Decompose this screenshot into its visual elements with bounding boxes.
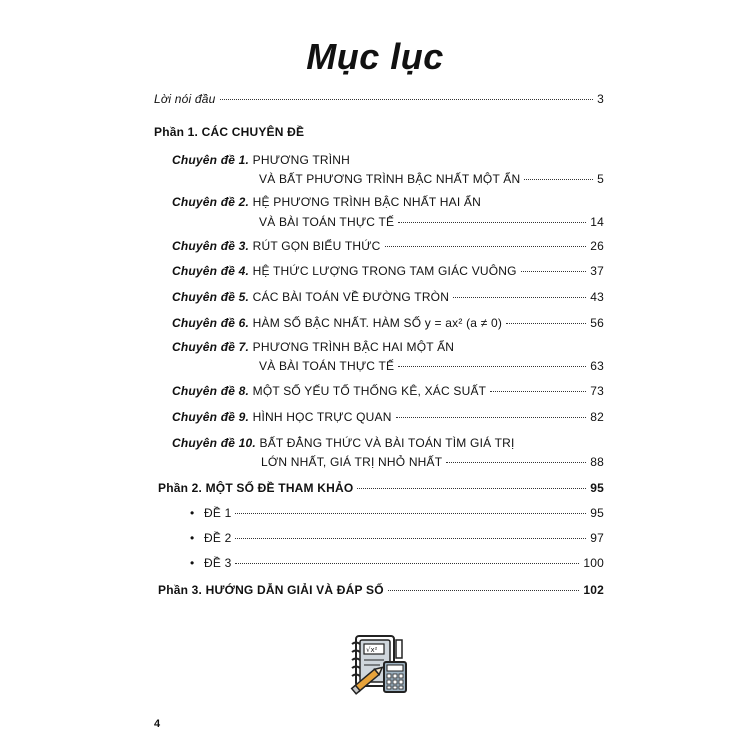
topic-title-cont: VÀ BẤT PHƯƠNG TRÌNH BẬC NHẤT MỘT ẨN xyxy=(259,172,521,186)
math-notebook-calculator-icon xyxy=(346,632,410,696)
leader-dots xyxy=(524,179,593,180)
topic-label: Chuyên đề 6. xyxy=(172,316,250,330)
topic-label: Chuyên đề 9. xyxy=(172,410,250,424)
page-ref: 63 xyxy=(590,359,604,373)
toc-row-intro[interactable] xyxy=(154,92,604,106)
topic-title: HỆ PHƯƠNG TRÌNH BẬC NHẤT HAI ẨN xyxy=(252,195,481,209)
leader-dots xyxy=(396,417,587,418)
page-title: Mục lục xyxy=(306,36,444,77)
page-ref: 56 xyxy=(590,316,604,330)
page-ref: 95 xyxy=(590,506,604,520)
topic-label: Chuyên đề 2. xyxy=(172,195,250,209)
leader-dots xyxy=(235,538,586,539)
bullet-icon: • xyxy=(190,556,195,570)
ruler-icon xyxy=(396,640,402,658)
topic-title: HÀM SỐ BẬC NHẤT. HÀM SỐ y = ax² (a ≠ 0) xyxy=(252,316,503,330)
part2-row[interactable] xyxy=(158,481,604,495)
topic-7-line2[interactable] xyxy=(259,359,604,373)
leader-dots xyxy=(490,391,586,392)
topic-title-cont: VÀ BÀI TOÁN THỰC TẾ xyxy=(259,359,395,373)
leader-dots xyxy=(521,271,587,272)
topic-label: Chuyên đề 1. xyxy=(172,153,250,167)
topic-title: HỆ THỨC LƯỢNG TRONG TAM GIÁC VUÔNG xyxy=(252,264,517,278)
part1-heading[interactable] xyxy=(154,125,304,139)
leader-dots xyxy=(357,488,586,489)
part3-label: Phần 3. HƯỚNG DẪN GIẢI VÀ ĐÁP SỐ xyxy=(158,583,384,597)
topic-title-cont: VÀ BÀI TOÁN THỰC TẾ xyxy=(259,215,395,229)
topic-label: Chuyên đề 3. xyxy=(172,239,250,253)
topic-label: Chuyên đề 8. xyxy=(172,384,250,398)
part2-label: Phần 2. MỘT SỐ ĐỀ THAM KHẢO xyxy=(158,481,354,495)
topic-label: Chuyên đề 7. xyxy=(172,340,250,354)
topic-title: PHƯƠNG TRÌNH xyxy=(252,153,351,167)
topic-title: PHƯƠNG TRÌNH BẬC HAI MỘT ẨN xyxy=(252,340,455,354)
topic-1-line1[interactable] xyxy=(172,153,350,167)
topic-7-line1[interactable] xyxy=(172,340,454,354)
topic-6[interactable] xyxy=(172,316,604,330)
page-ref: 97 xyxy=(590,531,604,545)
bullet-icon: • xyxy=(190,531,195,545)
topic-label: Chuyên đề 4. xyxy=(172,264,250,278)
topic-title: CÁC BÀI TOÁN VỀ ĐƯỜNG TRÒN xyxy=(252,290,450,304)
page-ref: 3 xyxy=(597,92,604,106)
leader-dots xyxy=(398,222,586,223)
topic-1-line2[interactable] xyxy=(259,172,604,186)
page-ref: 14 xyxy=(590,215,604,229)
calculator-icon xyxy=(384,662,406,692)
topic-title: HÌNH HỌC TRỰC QUAN xyxy=(252,410,392,424)
leader-dots xyxy=(235,513,586,514)
leader-dots xyxy=(453,297,586,298)
topic-label: Chuyên đề 10. xyxy=(172,436,256,450)
part1-label: Phần 1. CÁC CHUYÊN ĐỀ xyxy=(154,125,305,139)
leader-dots xyxy=(235,563,579,564)
leader-dots xyxy=(506,323,586,324)
topic-title: MỘT SỐ YẾU TỐ THỐNG KÊ, XÁC SUẤT xyxy=(252,384,487,398)
bullet-icon: • xyxy=(190,506,195,520)
page-number: 4 xyxy=(154,718,161,730)
page-ref: 26 xyxy=(590,239,604,253)
exam-3[interactable] xyxy=(190,556,604,570)
topic-2-line2[interactable] xyxy=(259,215,604,229)
leader-dots xyxy=(388,590,580,591)
page-ref: 43 xyxy=(590,290,604,304)
page-ref: 82 xyxy=(590,410,604,424)
leader-dots xyxy=(398,366,586,367)
formula-text: √x² xyxy=(366,646,378,654)
topic-3[interactable] xyxy=(172,239,604,253)
part3-row[interactable] xyxy=(158,583,604,597)
topic-title: BẤT ĐẲNG THỨC VÀ BÀI TOÁN TÌM GIÁ TRỊ xyxy=(259,436,515,450)
page-ref: 100 xyxy=(583,556,604,570)
topic-9[interactable] xyxy=(172,410,604,424)
intro-label: Lời nói đầu xyxy=(154,92,216,106)
exam-1[interactable] xyxy=(190,506,604,520)
exam-2[interactable] xyxy=(190,531,604,545)
topic-label: Chuyên đề 5. xyxy=(172,290,250,304)
topic-5[interactable] xyxy=(172,290,604,304)
topic-4[interactable] xyxy=(172,264,604,278)
topic-10-line2[interactable] xyxy=(261,455,604,469)
page-ref: 73 xyxy=(590,384,604,398)
leader-dots xyxy=(446,462,586,463)
page-ref: 102 xyxy=(583,583,604,597)
page-ref: 95 xyxy=(590,481,604,495)
leader-dots xyxy=(385,246,587,247)
topic-title-cont: LỚN NHẤT, GIÁ TRỊ NHỎ NHẤT xyxy=(261,455,443,469)
page-ref: 5 xyxy=(597,172,604,186)
exam-label: ĐỀ 1 xyxy=(204,506,232,520)
page-ref: 88 xyxy=(590,455,604,469)
exam-label: ĐỀ 3 xyxy=(204,556,232,570)
leader-dots xyxy=(220,99,594,100)
page-ref: 37 xyxy=(590,264,604,278)
topic-10-line1[interactable] xyxy=(172,436,515,450)
topic-title: RÚT GỌN BIỂU THỨC xyxy=(252,239,381,253)
exam-label: ĐỀ 2 xyxy=(204,531,232,545)
topic-2-line1[interactable] xyxy=(172,195,481,209)
topic-8[interactable] xyxy=(172,384,604,398)
